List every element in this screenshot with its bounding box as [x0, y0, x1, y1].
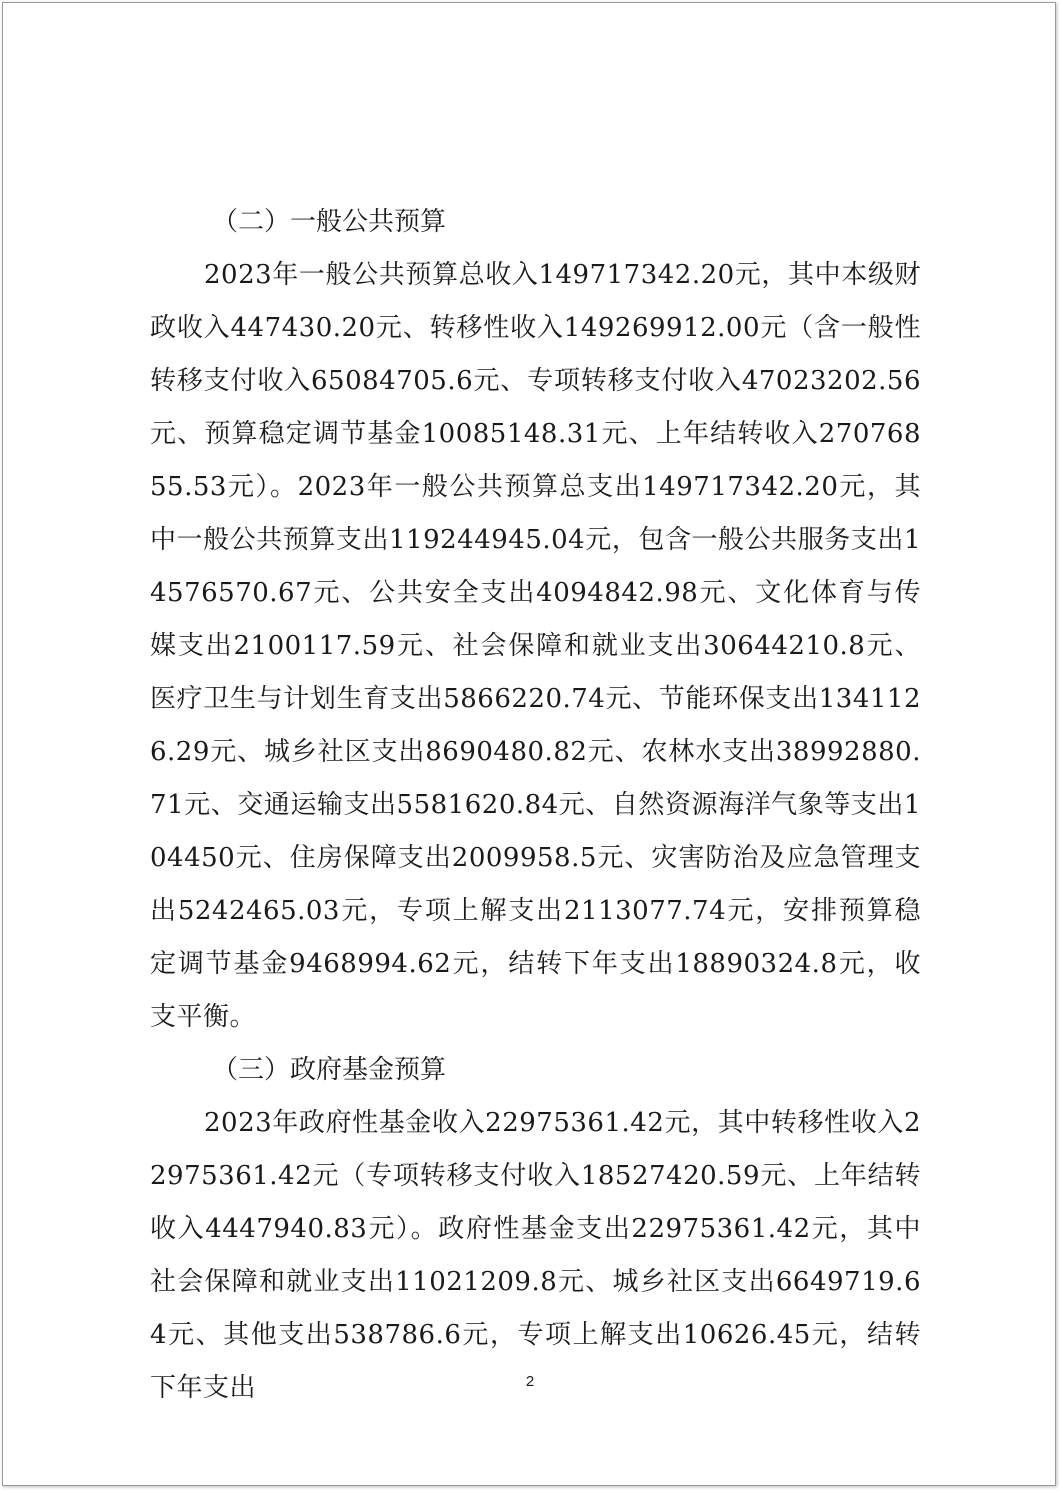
- section-heading-general-budget: （二）一般公共预算: [212, 207, 447, 237]
- page-number: 2: [525, 1373, 535, 1390]
- document-body: [150, 196, 921, 1415]
- section-heading-government-fund: （三）政府基金预算: [212, 1055, 447, 1085]
- paragraph-general-budget: 2023年一般公共预算总收入149717342.20元，其中本级财政收入447430.20元、转移性收入149269912.00元（含一般性转移支付收入65084705.6元、专项转移支付收入47023202.56元、预算稳定调节基金10085148.31元、上年结转收入27076855.53元）。2023年一般公共预算总支出149717342.20元，其中一般公共预算支出119244945.04元，包含一般公共服务支出14576570.67元、公共安全支出4094842.98元、文化体育与传媒支出2100117.59元、社会保障和就业支出30644210.8元、医疗卫生与计划生育支出5866220.74元、节能环保支出1341126.29元、城乡社区支出8690480.82元、农林水支出38992880.71元、交通运输支出5581620.84元、自然资源海洋气象等支出104450元、住房保障支出2009958.5元、灾害防治及应急管理支出5242465.03元，专项上解支出2113077.74元，安排预算稳定调节基金9468994.62元，结转下年支出18890324.8元，收支平衡。: [150, 260, 921, 1032]
- paragraph-government-fund: 2023年政府性基金收入22975361.42元，其中转移性收入22975361.42元（专项转移支付收入18527420.59元、上年结转收入4447940.83元）。政府性基金支出22975361.42元，其中社会保障和就业支出11021209.8元、城乡社区支出6649719.64元、其他支出538786.6元，专项上解支出10626.45元，结转下年支出: [150, 1108, 921, 1403]
